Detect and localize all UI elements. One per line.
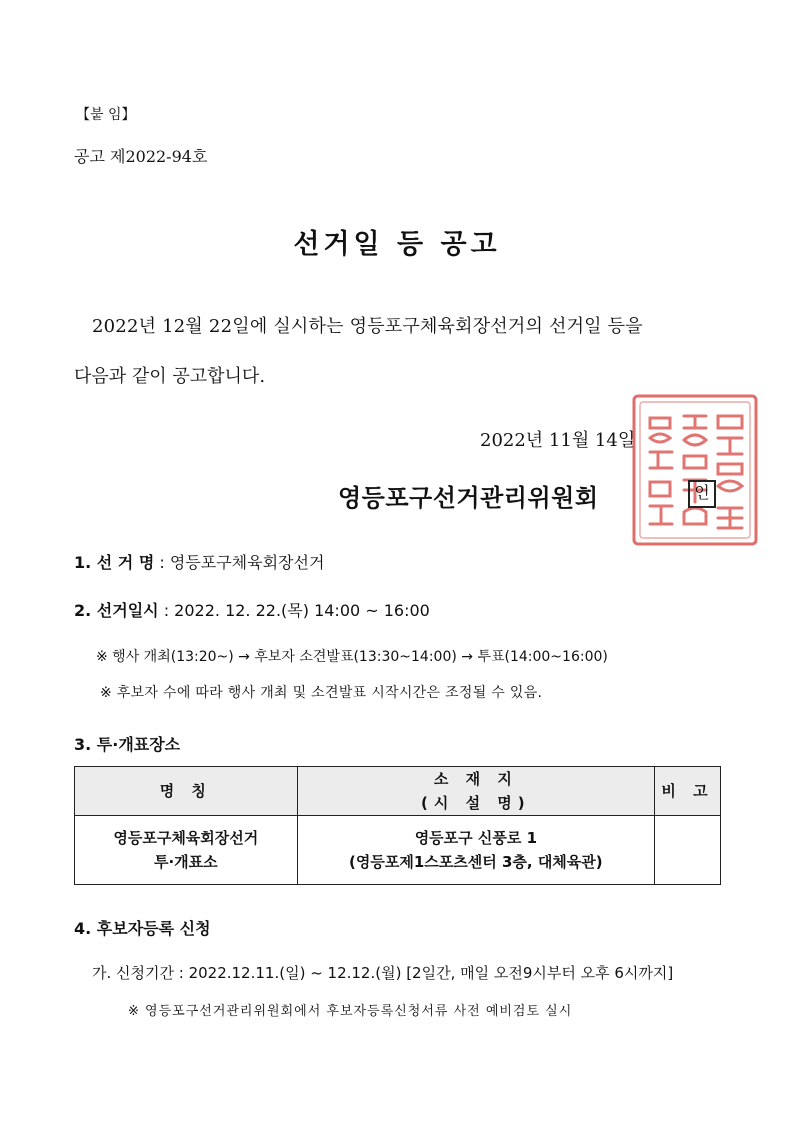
section-election-name bbox=[74, 550, 324, 573]
attachment-label: 【붙 임】 bbox=[76, 107, 136, 123]
schedule-adjust-note: ※ 후보자 수에 따라 행사 개최 및 소견발표 시작시간은 조정될 수 있음. bbox=[100, 685, 543, 701]
official-seal bbox=[628, 390, 762, 550]
venue-header-name: 명 칭 bbox=[75, 767, 298, 816]
venue-location-cell bbox=[297, 816, 654, 885]
venue-header-location-line1: 소 재 지 bbox=[433, 770, 518, 788]
seal-mark: 인 bbox=[688, 480, 716, 508]
venue-name-cell bbox=[75, 816, 298, 885]
section-election-name-value: 영등포구체육회장선거 bbox=[169, 553, 325, 572]
venue-header-location-line2: (시 설 명) bbox=[421, 794, 531, 812]
venue-header-remarks: 비 고 bbox=[655, 767, 721, 816]
venue-header-location bbox=[297, 767, 654, 816]
notice-date: 2022년 11월 14일 bbox=[480, 430, 636, 451]
registration-note: ※ 영등포구선거관리위원회에서 후보자등록신청서류 사전 예비검토 실시 bbox=[128, 1004, 573, 1019]
schedule-note: ※ 행사 개최(13:20~) → 후보자 소견발표(13:30~14:00) → 투표(14:00~16:00) bbox=[96, 649, 608, 665]
venue-table bbox=[74, 766, 721, 885]
section-election-datetime bbox=[74, 598, 430, 621]
intro-line-1: 2022년 12월 22일에 실시하는 영등포구체육회장선거의 선거일 등을 bbox=[92, 316, 643, 337]
venue-remarks-cell bbox=[655, 816, 721, 885]
section-election-datetime-separator: : bbox=[158, 601, 175, 620]
intro-line-2: 다음과 같이 공고합니다. bbox=[74, 366, 266, 387]
venue-location-line1: 영등포구 신풍로 1 bbox=[414, 829, 537, 847]
section-election-datetime-value: 2022. 12. 22.(목) 14:00 ~ 16:00 bbox=[174, 601, 430, 620]
page-title: 선거일 등 공고 bbox=[293, 229, 501, 260]
venue-location-line2: (영등포제1스포츠센터 3층, 대체육관) bbox=[349, 853, 603, 871]
section-candidate-registration: 4. 후보자등록 신청 bbox=[74, 919, 211, 938]
venue-table-header-row bbox=[75, 767, 721, 816]
section-election-name-separator: : bbox=[154, 553, 170, 572]
table-row bbox=[75, 816, 721, 885]
registration-period: 가. 신청기간 : 2022.12.11.(일) ~ 12.12.(월) [2일간, 매일 오전9시부터 오후 6시까지] bbox=[92, 964, 674, 982]
section-election-name-label: 1. 선 거 명 bbox=[74, 553, 155, 572]
notice-number: 공고 제2022-94호 bbox=[74, 147, 208, 166]
section-election-datetime-label: 2. 선거일시 bbox=[74, 601, 159, 620]
organization-name: 영등포구선거관리위원회 bbox=[338, 483, 599, 512]
venue-name-line1: 영등포구체육회장선거 bbox=[113, 829, 259, 847]
section-venue: 3. 투·개표장소 bbox=[74, 735, 181, 754]
venue-name-line2: 투·개표소 bbox=[153, 853, 218, 871]
